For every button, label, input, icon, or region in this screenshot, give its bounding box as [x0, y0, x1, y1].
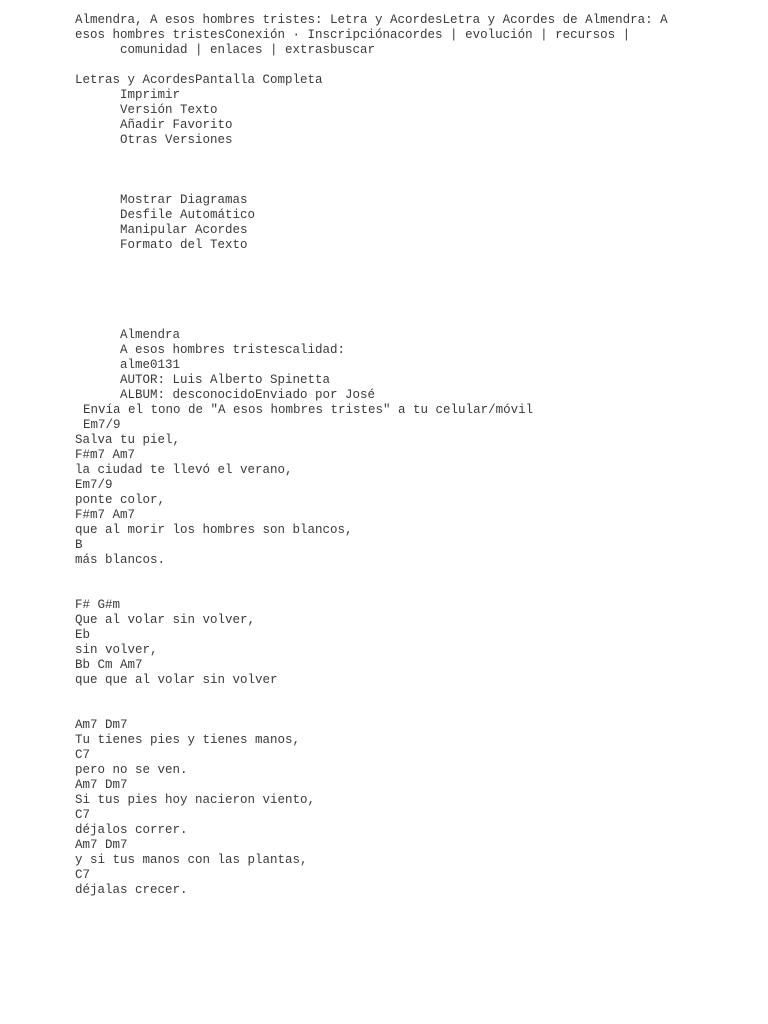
- song-album: ALBUM: desconocidoEnviado por José: [120, 388, 376, 402]
- lyric-line: pero no se ven.: [75, 763, 188, 777]
- chord-line: Bb Cm Am7: [75, 658, 143, 672]
- lyric-line: la ciudad te llevó el verano,: [75, 463, 293, 477]
- text-version-link[interactable]: Versión Texto: [120, 103, 218, 117]
- show-diagrams-option[interactable]: Mostrar Diagramas: [120, 193, 248, 207]
- spacer: [75, 568, 735, 598]
- chord-line: F#m7 Am7: [75, 508, 136, 522]
- lyric-line: más blancos.: [75, 553, 166, 567]
- spacer: [75, 58, 735, 73]
- verse-3: [75, 718, 735, 898]
- add-favorite-link[interactable]: Añadir Favorito: [120, 118, 233, 132]
- lyric-line: Si tus pies hoy nacieron viento,: [75, 793, 316, 807]
- chord-line: C7: [75, 868, 91, 882]
- chord-line: C7: [75, 748, 91, 762]
- lyric-line: sin volver,: [75, 643, 158, 657]
- ringtone-link[interactable]: Envía el tono de "A esos hombres tristes" a tu celular/móvil: [83, 403, 534, 417]
- chord-line: B: [75, 538, 83, 552]
- spacer: [75, 148, 735, 178]
- verse-1: [75, 418, 735, 568]
- artist-name[interactable]: Almendra: [120, 328, 181, 342]
- header-nav-line-3[interactable]: comunidad | enlaces | extrasbuscar: [120, 43, 376, 57]
- spacer: [75, 253, 735, 328]
- spacer: [75, 178, 735, 193]
- lyric-line: déjalas crecer.: [75, 883, 188, 897]
- manipulate-chords-option[interactable]: Manipular Acordes: [120, 223, 248, 237]
- chord-line: F# G#m: [75, 598, 121, 612]
- header-title-line-2[interactable]: esos hombres tristesConexión · Inscripciónacordes | evolución | recursos |: [75, 28, 631, 42]
- spacer: [75, 688, 735, 718]
- song-title-quality: A esos hombres tristescalidad:: [120, 343, 346, 357]
- submitter-user[interactable]: alme0131: [120, 358, 181, 372]
- lyric-line: que al morir los hombres son blancos,: [75, 523, 353, 537]
- lyric-line: Tu tienes pies y tienes manos,: [75, 733, 301, 747]
- song-author: AUTOR: Luis Alberto Spinetta: [120, 373, 331, 387]
- chord-line: Am7 Dm7: [75, 778, 128, 792]
- print-link[interactable]: Imprimir: [120, 88, 181, 102]
- chord-line: Em7/9: [83, 418, 121, 432]
- lyric-line: déjalos correr.: [75, 823, 188, 837]
- lyric-line: Que al volar sin volver,: [75, 613, 256, 627]
- other-versions-link[interactable]: Otras Versiones: [120, 133, 233, 147]
- page-content: [75, 13, 735, 898]
- text-format-option[interactable]: Formato del Texto: [120, 238, 248, 252]
- chord-line: C7: [75, 808, 91, 822]
- lyric-line: ponte color,: [75, 493, 166, 507]
- lyric-line: Salva tu piel,: [75, 433, 181, 447]
- toolbar-heading[interactable]: Letras y AcordesPantalla Completa: [75, 73, 323, 87]
- chord-line: Eb: [75, 628, 91, 642]
- verse-2: [75, 598, 735, 688]
- header-title-line-1: Almendra, A esos hombres tristes: Letra y AcordesLetra y Acordes de Almendra: A: [75, 13, 668, 27]
- auto-scroll-option[interactable]: Desfile Automático: [120, 208, 256, 222]
- lyric-line: que que al volar sin volver: [75, 673, 278, 687]
- chord-line: Em7/9: [75, 478, 113, 492]
- chord-line: Am7 Dm7: [75, 718, 128, 732]
- chord-line: F#m7 Am7: [75, 448, 136, 462]
- chord-line: Am7 Dm7: [75, 838, 128, 852]
- lyric-line: y si tus manos con las plantas,: [75, 853, 308, 867]
